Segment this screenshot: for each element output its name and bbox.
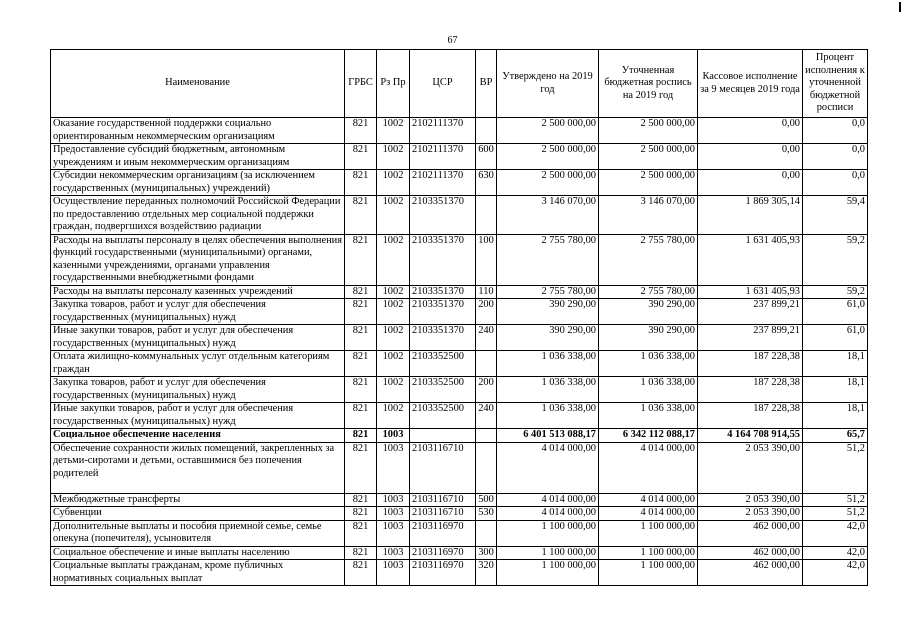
cell-percent: 59,2 <box>803 234 868 285</box>
cell-percent: 18,1 <box>803 377 868 403</box>
cell-vr <box>476 351 497 377</box>
cell-name: Предоставление субсидий бюджетным, автономным учреждениям и иным некоммерческим организациям <box>51 144 345 170</box>
cell-grbs: 821 <box>345 118 377 144</box>
cell-grbs: 821 <box>345 351 377 377</box>
cell-vr: 630 <box>476 170 497 196</box>
cell-grbs: 821 <box>345 325 377 351</box>
cell-approved: 390 290,00 <box>497 299 599 325</box>
table-row <box>51 493 868 507</box>
cell-grbs: 821 <box>345 546 377 560</box>
cell-percent: 18,1 <box>803 351 868 377</box>
cell-refined: 2 755 780,00 <box>599 234 698 285</box>
cell-vr <box>476 520 497 546</box>
header-cash: Кассовое исполнение за 9 месяцев 2019 года <box>698 50 803 118</box>
cell-refined: 1 100 000,00 <box>599 560 698 586</box>
cell-rzpr: 1003 <box>377 507 410 521</box>
cell-grbs: 821 <box>345 285 377 299</box>
cell-rzpr: 1003 <box>377 546 410 560</box>
cell-vr: 320 <box>476 560 497 586</box>
table-row <box>51 429 868 443</box>
header-csr: ЦСР <box>410 50 476 118</box>
table-row <box>51 196 868 235</box>
cell-approved: 4 014 000,00 <box>497 493 599 507</box>
table-row <box>51 560 868 586</box>
cell-rzpr: 1002 <box>377 299 410 325</box>
cell-csr: 2102111370 <box>410 144 476 170</box>
budget-table <box>50 49 868 586</box>
table-header <box>51 50 868 118</box>
cell-name: Обеспечение сохранности жилых помещений, закрепленных за детьми-сиротами и детьми, оставшимися без попечения родителей <box>51 442 345 493</box>
header-name: Наименование <box>51 50 345 118</box>
table-row <box>51 299 868 325</box>
cell-csr: 2103351370 <box>410 234 476 285</box>
cell-cash: 462 000,00 <box>698 546 803 560</box>
cell-refined: 6 342 112 088,17 <box>599 429 698 443</box>
cell-refined: 1 036 338,00 <box>599 377 698 403</box>
table-row <box>51 285 868 299</box>
cell-rzpr: 1003 <box>377 493 410 507</box>
cell-refined: 4 014 000,00 <box>599 442 698 493</box>
cell-grbs: 821 <box>345 234 377 285</box>
cell-name: Расходы на выплаты персоналу казенных учреждений <box>51 285 345 299</box>
cell-csr: 2103352500 <box>410 377 476 403</box>
cell-name: Оказание государственной поддержки социально ориентированным некоммерческим организациям <box>51 118 345 144</box>
cell-name: Социальное обеспечение и иные выплаты населению <box>51 546 345 560</box>
cell-name: Иные закупки товаров, работ и услуг для обеспечения государственных (муниципальных) нужд <box>51 403 345 429</box>
cell-approved: 2 500 000,00 <box>497 170 599 196</box>
cell-csr: 2103351370 <box>410 325 476 351</box>
cell-rzpr: 1003 <box>377 429 410 443</box>
cell-refined: 390 290,00 <box>599 325 698 351</box>
cell-rzpr: 1003 <box>377 560 410 586</box>
cell-cash: 462 000,00 <box>698 560 803 586</box>
cell-csr: 2103116710 <box>410 507 476 521</box>
cell-cash: 187 228,38 <box>698 403 803 429</box>
cell-approved: 1 100 000,00 <box>497 560 599 586</box>
cell-name: Иные закупки товаров, работ и услуг для обеспечения государственных (муниципальных) нужд <box>51 325 345 351</box>
cell-vr: 600 <box>476 144 497 170</box>
cell-percent: 59,4 <box>803 196 868 235</box>
page-number: 67 <box>447 35 458 46</box>
cell-cash: 1 631 405,93 <box>698 285 803 299</box>
table-row <box>51 403 868 429</box>
table-row <box>51 546 868 560</box>
cell-name: Межбюджетные трансферты <box>51 493 345 507</box>
cell-approved: 3 146 070,00 <box>497 196 599 235</box>
table-row <box>51 507 868 521</box>
cell-percent: 0,0 <box>803 144 868 170</box>
cell-vr <box>476 442 497 493</box>
cell-name: Социальные выплаты гражданам, кроме публичных нормативных социальных выплат <box>51 560 345 586</box>
cell-name: Субвенции <box>51 507 345 521</box>
cell-csr: 2103351370 <box>410 299 476 325</box>
cell-rzpr: 1003 <box>377 520 410 546</box>
cell-refined: 390 290,00 <box>599 299 698 325</box>
cell-rzpr: 1002 <box>377 403 410 429</box>
header-grbs: ГРБС <box>345 50 377 118</box>
cell-grbs: 821 <box>345 403 377 429</box>
cell-cash: 0,00 <box>698 118 803 144</box>
cell-vr: 500 <box>476 493 497 507</box>
cell-percent: 42,0 <box>803 520 868 546</box>
cell-percent: 18,1 <box>803 403 868 429</box>
cell-percent: 0,0 <box>803 170 868 196</box>
cell-approved: 1 036 338,00 <box>497 351 599 377</box>
cell-refined: 1 036 338,00 <box>599 403 698 429</box>
cell-approved: 2 500 000,00 <box>497 144 599 170</box>
cell-refined: 2 500 000,00 <box>599 118 698 144</box>
cell-csr <box>410 429 476 443</box>
cell-approved: 2 500 000,00 <box>497 118 599 144</box>
cell-cash: 2 053 390,00 <box>698 493 803 507</box>
header-refined: Уточненная бюджетная роспись на 2019 год <box>599 50 698 118</box>
cell-cash: 237 899,21 <box>698 299 803 325</box>
cell-approved: 6 401 513 088,17 <box>497 429 599 443</box>
cell-rzpr: 1002 <box>377 118 410 144</box>
cell-csr: 2103116970 <box>410 520 476 546</box>
table-row <box>51 325 868 351</box>
cell-approved: 2 755 780,00 <box>497 285 599 299</box>
cell-grbs: 821 <box>345 196 377 235</box>
cell-percent: 61,0 <box>803 299 868 325</box>
cell-vr: 530 <box>476 507 497 521</box>
cell-csr: 2102111370 <box>410 170 476 196</box>
cell-approved: 4 014 000,00 <box>497 442 599 493</box>
cell-percent: 61,0 <box>803 325 868 351</box>
cell-rzpr: 1002 <box>377 196 410 235</box>
cell-refined: 4 014 000,00 <box>599 507 698 521</box>
table-row <box>51 442 868 493</box>
margin-mark <box>899 2 901 12</box>
cell-name: Закупка товаров, работ и услуг для обеспечения государственных (муниципальных) нужд <box>51 377 345 403</box>
header-vr: ВР <box>476 50 497 118</box>
cell-csr: 2103116970 <box>410 546 476 560</box>
cell-percent: 65,7 <box>803 429 868 443</box>
cell-name: Субсидии некоммерческим организациям (за исключением государственных (муниципальных) учреждений) <box>51 170 345 196</box>
cell-grbs: 821 <box>345 299 377 325</box>
cell-refined: 2 755 780,00 <box>599 285 698 299</box>
cell-name: Закупка товаров, работ и услуг для обеспечения государственных (муниципальных) нужд <box>51 299 345 325</box>
cell-name: Дополнительные выплаты и пособия приемной семье, семье опекуна (попечителя), усыновителя <box>51 520 345 546</box>
cell-grbs: 821 <box>345 520 377 546</box>
cell-csr: 2103116710 <box>410 493 476 507</box>
cell-percent: 0,0 <box>803 118 868 144</box>
cell-percent: 42,0 <box>803 560 868 586</box>
cell-vr: 200 <box>476 377 497 403</box>
cell-grbs: 821 <box>345 507 377 521</box>
cell-grbs: 821 <box>345 144 377 170</box>
cell-vr: 110 <box>476 285 497 299</box>
header-rzpr: Рз Пр <box>377 50 410 118</box>
table-row <box>51 144 868 170</box>
cell-approved: 1 036 338,00 <box>497 403 599 429</box>
cell-csr: 2102111370 <box>410 118 476 144</box>
cell-rzpr: 1002 <box>377 144 410 170</box>
cell-rzpr: 1002 <box>377 351 410 377</box>
header-approved: Утверждено на 2019 год <box>497 50 599 118</box>
cell-percent: 51,2 <box>803 507 868 521</box>
cell-cash: 1 631 405,93 <box>698 234 803 285</box>
cell-name: Социальное обеспечение населения <box>51 429 345 443</box>
cell-approved: 1 036 338,00 <box>497 377 599 403</box>
cell-rzpr: 1002 <box>377 377 410 403</box>
cell-vr <box>476 429 497 443</box>
cell-grbs: 821 <box>345 442 377 493</box>
cell-vr: 100 <box>476 234 497 285</box>
cell-grbs: 821 <box>345 560 377 586</box>
cell-vr: 200 <box>476 299 497 325</box>
cell-refined: 2 500 000,00 <box>599 170 698 196</box>
cell-grbs: 821 <box>345 377 377 403</box>
cell-name: Оплата жилищно-коммунальных услуг отдельным категориям граждан <box>51 351 345 377</box>
cell-csr: 2103351370 <box>410 285 476 299</box>
table-row <box>51 170 868 196</box>
cell-vr: 240 <box>476 403 497 429</box>
table-row <box>51 234 868 285</box>
cell-cash: 4 164 708 914,55 <box>698 429 803 443</box>
cell-cash: 0,00 <box>698 170 803 196</box>
table-row <box>51 351 868 377</box>
cell-grbs: 821 <box>345 170 377 196</box>
cell-percent: 51,2 <box>803 493 868 507</box>
cell-approved: 390 290,00 <box>497 325 599 351</box>
cell-vr <box>476 196 497 235</box>
cell-cash: 237 899,21 <box>698 325 803 351</box>
cell-vr: 240 <box>476 325 497 351</box>
cell-csr: 2103116970 <box>410 560 476 586</box>
cell-rzpr: 1002 <box>377 170 410 196</box>
cell-csr: 2103352500 <box>410 351 476 377</box>
table-row <box>51 118 868 144</box>
cell-refined: 1 036 338,00 <box>599 351 698 377</box>
cell-csr: 2103352500 <box>410 403 476 429</box>
cell-rzpr: 1002 <box>377 285 410 299</box>
cell-percent: 42,0 <box>803 546 868 560</box>
cell-approved: 4 014 000,00 <box>497 507 599 521</box>
cell-cash: 187 228,38 <box>698 351 803 377</box>
cell-refined: 1 100 000,00 <box>599 520 698 546</box>
cell-approved: 1 100 000,00 <box>497 546 599 560</box>
cell-refined: 4 014 000,00 <box>599 493 698 507</box>
cell-csr: 2103351370 <box>410 196 476 235</box>
table-body <box>51 118 868 586</box>
table-row <box>51 520 868 546</box>
cell-vr: 300 <box>476 546 497 560</box>
cell-cash: 187 228,38 <box>698 377 803 403</box>
cell-name: Осуществление переданных полномочий Российской Федерации по предоставлению отдельных мер социальной поддержки граждан, подвергшихся воздействию радиации <box>51 196 345 235</box>
cell-csr: 2103116710 <box>410 442 476 493</box>
cell-cash: 462 000,00 <box>698 520 803 546</box>
cell-approved: 2 755 780,00 <box>497 234 599 285</box>
cell-cash: 1 869 305,14 <box>698 196 803 235</box>
cell-grbs: 821 <box>345 493 377 507</box>
cell-rzpr: 1003 <box>377 442 410 493</box>
cell-vr <box>476 118 497 144</box>
cell-cash: 2 053 390,00 <box>698 442 803 493</box>
cell-refined: 3 146 070,00 <box>599 196 698 235</box>
cell-rzpr: 1002 <box>377 234 410 285</box>
cell-cash: 0,00 <box>698 144 803 170</box>
cell-grbs: 821 <box>345 429 377 443</box>
cell-name: Расходы на выплаты персоналу в целях обеспечения выполнения функций государственными (муниципальными) органами, казенными учреждениями, органами управления государственными внебюджетными фондами <box>51 234 345 285</box>
header-percent: Процент исполнения к уточненной бюджетной росписи <box>803 50 868 118</box>
cell-refined: 2 500 000,00 <box>599 144 698 170</box>
table-row <box>51 377 868 403</box>
cell-cash: 2 053 390,00 <box>698 507 803 521</box>
cell-refined: 1 100 000,00 <box>599 546 698 560</box>
cell-percent: 51,2 <box>803 442 868 493</box>
cell-approved: 1 100 000,00 <box>497 520 599 546</box>
cell-rzpr: 1002 <box>377 325 410 351</box>
cell-percent: 59,2 <box>803 285 868 299</box>
